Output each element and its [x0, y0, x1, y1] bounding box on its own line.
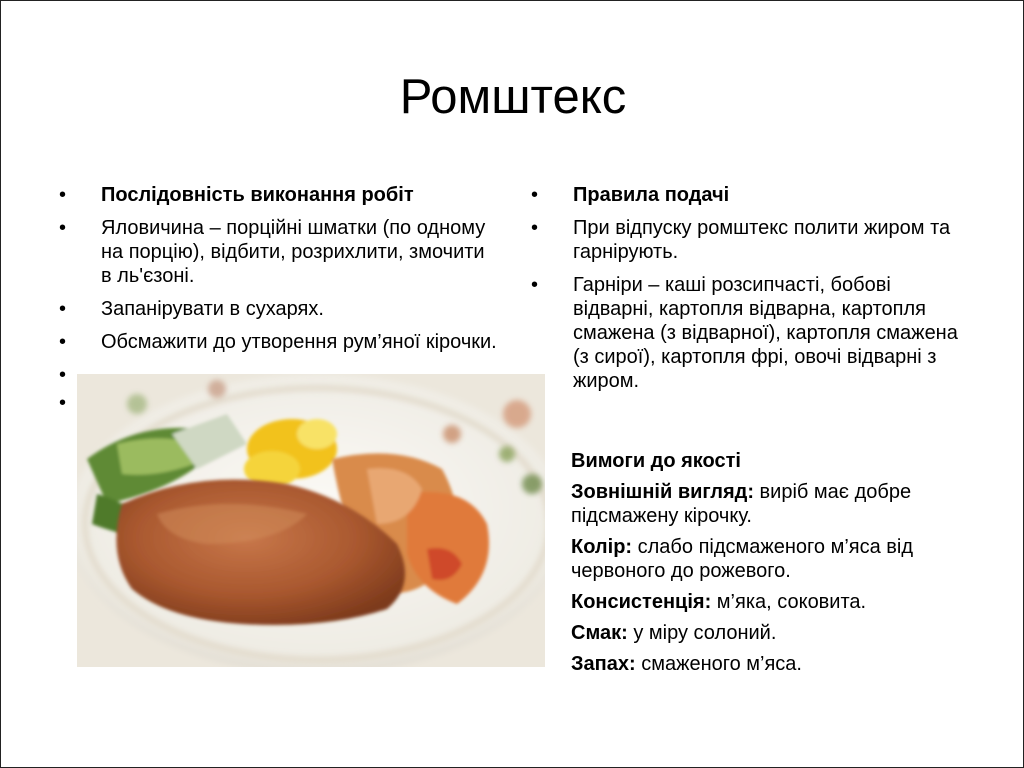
bullet-icon: •: [59, 298, 67, 320]
quality-label: Запах:: [571, 653, 636, 675]
bullet-icon: •: [59, 392, 67, 414]
quality-row: [571, 535, 981, 583]
bullet-icon: •: [531, 184, 539, 206]
list-item: [531, 216, 976, 264]
quality-label: Консистенція:: [571, 591, 712, 613]
list-item: [59, 183, 499, 207]
quality-text: м’яка, соковита.: [711, 591, 867, 613]
left-item-text: Запанірувати в сухарях.: [101, 298, 324, 320]
bullet-icon: •: [59, 331, 67, 353]
bullet-icon: •: [59, 217, 67, 239]
right-bullet-list: [531, 183, 976, 393]
list-item: [59, 330, 499, 354]
bullet-icon: •: [531, 274, 539, 296]
quality-row: [571, 652, 981, 676]
list-item: [531, 183, 976, 207]
romshteks-plate-image: [77, 374, 545, 667]
slide-title: Ромштекс: [399, 70, 627, 124]
bullet-icon: •: [59, 184, 67, 206]
quality-row: [571, 480, 981, 528]
dish-photo: [77, 374, 545, 667]
quality-heading: Вимоги до якості: [571, 450, 741, 472]
left-item-text: Обсмажити до утворення рум’яної кірочки.: [101, 331, 497, 353]
quality-row: [571, 621, 981, 645]
bullet-icon: •: [59, 364, 67, 386]
quality-label: Смак:: [571, 622, 628, 644]
right-item-text: Гарніри – каші розсипчасті, бобові відварні, картопля відварна, картопля смажена (з відварної), картопля смажена (з сирої), картопля фрі, овочі відварні з жиром.: [573, 274, 958, 392]
quality-label: Колір:: [571, 536, 633, 558]
quality-requirements: [571, 449, 981, 683]
quality-text: у міру солоний.: [627, 622, 777, 644]
quality-text: смаженого м’яса.: [635, 653, 802, 675]
right-column: [531, 183, 976, 402]
list-item: [531, 273, 976, 393]
bullet-icon: •: [531, 217, 539, 239]
quality-label: Зовнішній вигляд:: [571, 481, 754, 503]
quality-row: [571, 590, 981, 614]
quality-text: слабо підсмаженого м’яса від червоного до рожевого.: [571, 536, 914, 582]
left-item-text: Яловичина – порційні шматки (по одному на порцію), відбити, розрихлити, змочити в ль'єзоні.: [101, 217, 486, 287]
quality-text: виріб має добре підсмажену кірочку.: [571, 481, 912, 527]
list-item: [59, 297, 499, 321]
right-item-text: При відпуску ромштекс полити жиром та гарнірують.: [573, 217, 951, 263]
left-heading: Послідовність виконання робіт: [101, 184, 414, 206]
list-item: [59, 216, 499, 288]
right-heading: Правила подачі: [573, 184, 730, 206]
